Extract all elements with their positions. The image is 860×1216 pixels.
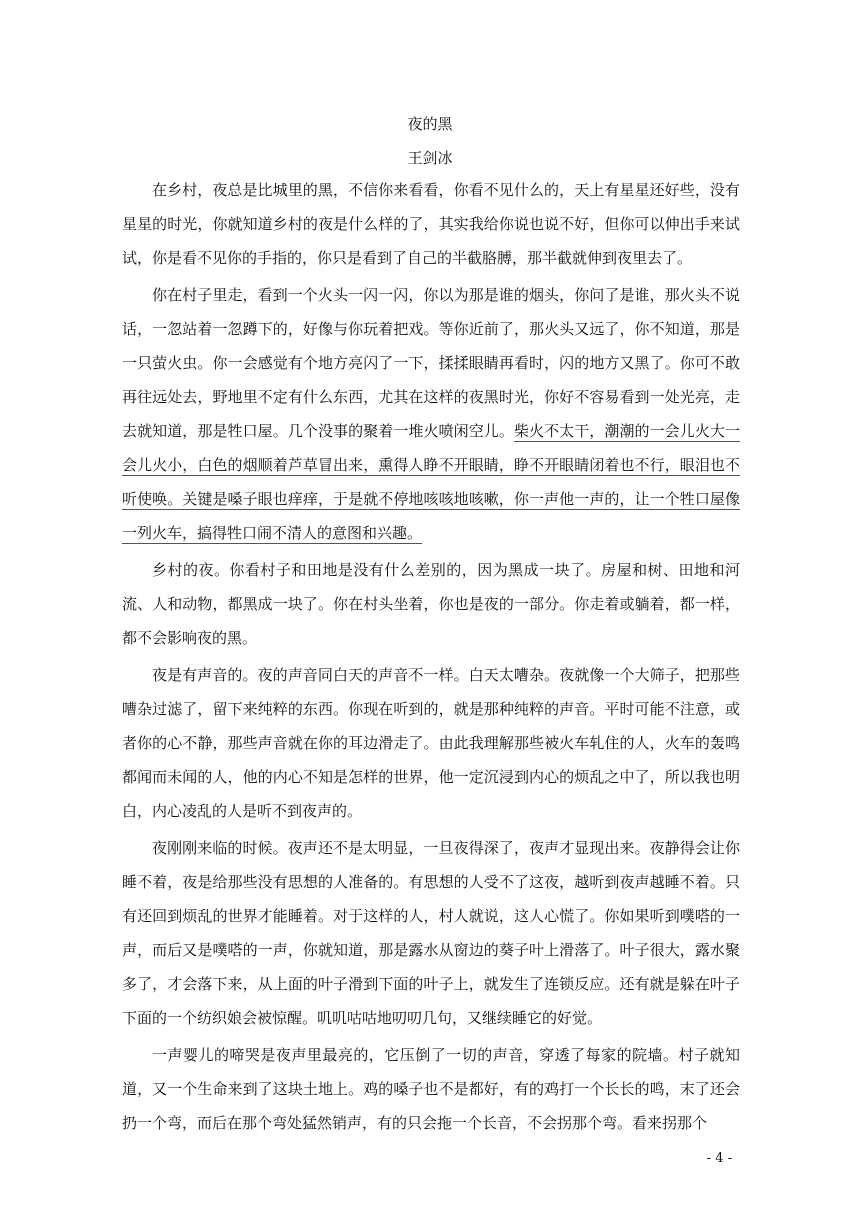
paragraph: 在乡村，夜总是比城里的黑，不信你来看看，你看不见什么的，天上有星星还好些，没有星星的时光，你就知道乡村的夜是什么样的了，其实我给你说也说不好，但你可以伸出手来试试，你是看不见你的手指的，你只是看到了自己的半截胳膊，那半截就伸到夜里去了。	[122, 181, 740, 267]
page-number: - 4 -	[706, 1151, 732, 1166]
paragraph: 乡村的夜。你看村子和田地是没有什么差别的，因为黑成一块了。房屋和树、田地和河流、人和动物，都黑成一块了。你在村头坐着，你也是夜的一部分。你走着或躺着，都一样，都不会影响夜的黑。	[122, 561, 740, 647]
paragraph: 一声婴儿的啼哭是夜声里最亮的，它压倒了一切的声音，穿透了每家的院墙。村子就知道，又一个生命来到了这块土地上。鸡的嗓子也不是都好，有的鸡打一个长长的鸣，末了还会扔一个弯，而后在那个弯处猛然销声，有的只会拖一个长音，不会拐那个弯。看来拐那个	[122, 1046, 740, 1132]
paragraph-text: 你在村子里走，看到一个火头一闪一闪，你以为那是谁的烟头，你问了是谁，那火头不说话，一忽站着一忽蹲下的，好像与你玩着把戏。等你近前了，那火头又远了，你不知道，那是一只萤火虫。你一会感觉有个地方亮闪了一下，揉揉眼睛再看时，闪的地方又黑了。你可不敢再往远处去，野地里不定有什么东西，尤其在这样的夜黑时光，你好不容易看到一处光亮，走去就知道，那是牲口屋。几个没事的聚着一堆火喷闲空儿。	[122, 286, 740, 440]
paragraph: 夜刚刚来临的时候。夜声还不是太明显，一旦夜得深了，夜声才显现出来。夜静得会让你睡不着，夜是给那些没有思想的人准备的。有思想的人受不了这夜，越听到夜声越睡不着。只有还回到烦乱的世界才能睡着。对于这样的人，村人就说，这人心慌了。你如果听到噗嗒的一声，而后又是噗嗒的一声，你就知道，那是露水从窗边的葵子叶上滑落了。叶子很大，露水聚多了，才会落下来，从上面的叶子滑到下面的叶子上，就发生了连锁反应。还有就是躲在叶子下面的一个纺织娘会被惊醒。叽叽咕咕地叨叨几句，又继续睡它的好觉。	[122, 839, 740, 1027]
underlined-passage: 柴火不太干，潮潮的一会儿火大一会儿火小，白色的烟顺着芦草冒出来，熏得人睁不开眼睛，睁不开眼睛闭着也不行，眼泪也不听使唤。关键是嗓子眼也痒痒，于是就不停地咳咳地咳嗽，你一声他一声的，让一个牲口屋像一列火车，搞得牲口闹不清人的意图和兴趣。	[122, 422, 740, 542]
article-body	[122, 173, 740, 1143]
paragraph: 夜是有声音的。夜的声音同白天的声音不一样。白天太嘈杂。夜就像一个大筛子，把那些嘈杂过滤了，留下来纯粹的东西。你现在听到的，就是那种纯粹的声音。平时可能不注意，或者你的心不静，那些声音就在你的耳边滑走了。由此我理解那些被火车轧住的人，火车的轰鸣都闻而未闻的人，他的内心不知是怎样的世界，他一定沉浸到内心的烦乱之中了，所以我也明白，内心凌乱的人是听不到夜声的。	[122, 666, 740, 820]
article-title: 夜的黑	[407, 115, 453, 133]
paragraph	[122, 278, 740, 550]
article-author: 王剑冰	[407, 149, 453, 167]
